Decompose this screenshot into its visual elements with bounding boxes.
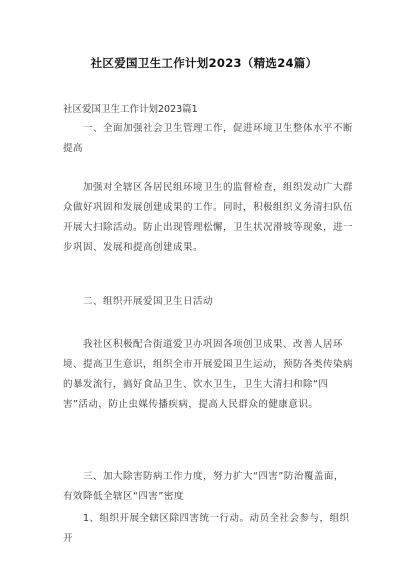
section-heading-2: 二、组织开展爱国卫生日活动	[83, 296, 214, 307]
paragraph-2: 我社区积极配合街道爱卫办巩固各项创卫成果、改善人居环境、提高卫生意识，组织全市开展爱国卫生运动，预防各类传染病的暴发流行，搞好食品卫生、饮水卫生，卫生大清扫和除“四害”活动，防止虫媒传播疾病，提高人民群众的健康意识。	[63, 339, 354, 410]
document-title: 社区爱国卫生工作计划2023（精选24篇）	[90, 56, 318, 70]
section-heading-3: 三、加大除害防病工作力度，努力扩大“四害”防治覆盖面，有效降低全辖区“四害”密度	[63, 471, 344, 502]
paragraph-3: 1、组织开展全辖区除四害统一行动。动员全社会参与，组织开	[63, 513, 350, 544]
paragraph-1: 加强对全辖区各居民组环境卫生的监督检查，组织发动广大群众做好巩固和发展创建成果的工作。同时，积极组织义务清扫队伍开展大扫除活动。防止出现管理松懈，卫生状况滑坡等现象，进一步巩固、发展和提高创建成果。	[63, 182, 354, 253]
section-heading-1: 一、全面加强社会卫生管理工作，促进环境卫生整体水平不断提高	[63, 123, 354, 154]
section-subtitle: 社区爱国卫生工作计划2023篇1	[63, 104, 198, 115]
